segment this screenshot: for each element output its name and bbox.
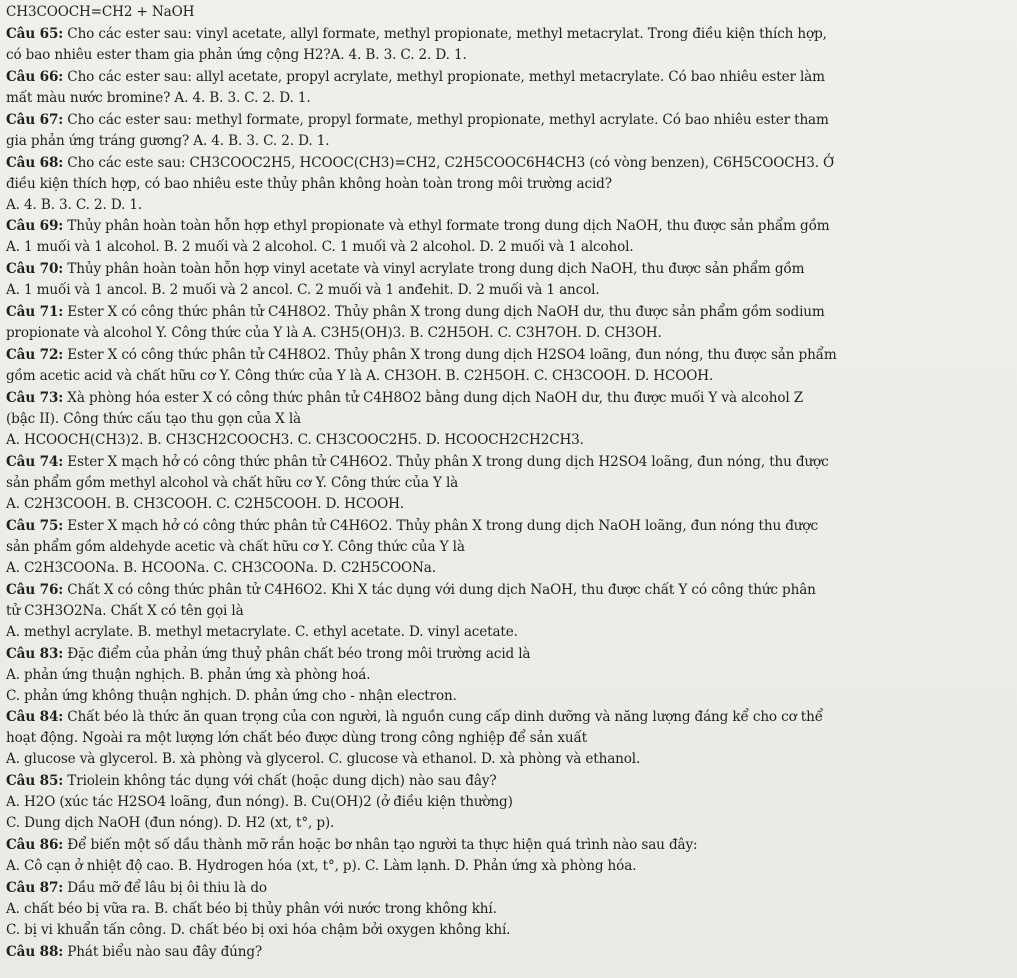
line-text: A. H2O (xúc tác H2SO4 loãng, đun nóng). B. Cu(OH)2 (ở điều kiện thường) (6, 794, 513, 811)
line-text: Thủy phân hoàn toàn hỗn hợp ethyl propionate và ethyl formate trong dung dịch NaOH, thu được sản phẩm gồm (63, 218, 830, 235)
line-text: Phát biểu nào sau đây đúng? (63, 944, 263, 961)
text-line (6, 216, 1009, 237)
text-line (6, 665, 1009, 686)
line-text: sản phẩm gồm methyl alcohol và chất hữu cơ Y. Công thức của Y là (6, 474, 459, 491)
text-line (6, 174, 1009, 195)
line-text: CH3COOCH=CH2 + NaOH (6, 4, 195, 20)
line-text: hoạt động. Ngoài ra một lượng lớn chất béo được dùng trong công nghiệp để sản xuất (6, 730, 587, 747)
text-line (6, 302, 1009, 323)
line-text: A. HCOOCH(CH3)2. B. CH3CH2COOCH3. C. CH3COOC2H5. D. HCOOCH2CH2CH3. (6, 432, 584, 449)
text-line (6, 792, 1009, 813)
text-line (6, 88, 1009, 109)
question-label: Câu 87: (6, 880, 64, 897)
line-text: C. Dung dịch NaOH (đun nóng). D. H2 (xt, t°, p). (6, 815, 335, 832)
text-line (6, 813, 1009, 834)
text-line (6, 942, 1009, 963)
text-line (6, 537, 1009, 558)
line-text: gồm acetic acid và chất hữu cơ Y. Công thức của Y là A. CH3OH. B. C2H5OH. C. CH3COOH. D. HCOOH. (6, 368, 714, 385)
question-label: Câu 76: (6, 581, 64, 598)
text-line (6, 323, 1009, 344)
question-label: Câu 85: (6, 773, 64, 790)
text-line (6, 707, 1009, 728)
line-text: tử C3H3O2Na. Chất X có tên gọi là (6, 602, 244, 619)
question-label: Câu 72: (6, 347, 64, 364)
question-label: Câu 84: (6, 709, 64, 726)
line-text: A. Cô cạn ở nhiệt độ cao. B. Hydrogen hóa (xt, t°, p). C. Làm lạnh. D. Phản ứng xà phòng hóa. (6, 858, 637, 875)
text-line (6, 749, 1009, 770)
text-line (6, 771, 1009, 792)
line-text: propionate và alcohol Y. Công thức của Y là A. C3H5(OH)3. B. C2H5OH. C. C3H7OH. D. CH3OH. (6, 325, 662, 342)
question-label: Câu 70: (6, 261, 64, 278)
line-text: sản phẩm gồm aldehyde acetic và chất hữu cơ Y. Công thức của Y là (6, 538, 465, 555)
text-line (6, 280, 1009, 301)
text-line (6, 601, 1009, 622)
text-line (6, 430, 1009, 451)
line-text: Cho các ester sau: allyl acetate, propyl acrylate, methyl propionate, methyl metacrylate. Có bao nhiêu ester làm (63, 68, 825, 85)
question-label: Câu 75: (6, 517, 64, 534)
text-line (6, 558, 1009, 579)
line-text: Chất béo là thức ăn quan trọng của con người, là nguồn cung cấp dinh dưỡng và năng lượng đáng kể cho cơ thể (63, 709, 823, 726)
line-text: C. bị vi khuẩn tấn công. D. chất béo bị oxi hóa chậm bởi oxygen không khí. (6, 922, 511, 939)
line-text: A. 1 muối và 1 ancol. B. 2 muối và 2 ancol. C. 2 muối và 1 anđehit. D. 2 muối và 1 ancol. (6, 282, 600, 299)
text-line (6, 24, 1009, 45)
line-text: gia phản ứng tráng gương? A. 4. B. 3. C. 2. D. 1. (6, 132, 330, 149)
line-text: A. 1 muối và 1 alcohol. B. 2 muối và 2 alcohol. C. 1 muối và 2 alcohol. D. 2 muối và 1 alcohol. (6, 239, 634, 256)
text-line (6, 388, 1009, 409)
text-line (6, 345, 1009, 366)
line-text: có bao nhiêu ester tham gia phản ứng cộng H2?A. 4. B. 3. C. 2. D. 1. (6, 46, 467, 63)
line-text: Dầu mỡ để lâu bị ôi thiu là do (63, 880, 267, 897)
line-text: C. phản ứng không thuận nghịch. D. phản ứng cho - nhận electron. (6, 687, 457, 704)
text-line (6, 835, 1009, 856)
line-text: Ester X mạch hở có công thức phân tử C4H6O2. Thủy phân X trong dung dịch NaOH loãng, đun nóng thu được (63, 517, 818, 534)
text-line (6, 920, 1009, 941)
line-text: Ester X có công thức phân tử C4H8O2. Thủy phân X trong dung dịch H2SO4 loãng, đun nóng, thu được sản phẩm (63, 347, 837, 364)
line-text: (bậc II). Công thức cấu tạo thu gọn của X là (6, 411, 301, 428)
text-line (6, 473, 1009, 494)
text-line (6, 878, 1009, 899)
text-line (6, 366, 1009, 387)
line-text: A. 4. B. 3. C. 2. D. 1. (6, 196, 143, 213)
question-label: Câu 73: (6, 390, 64, 407)
text-line (6, 580, 1009, 601)
line-text: Ester X có công thức phân tử C4H8O2. Thủy phân X trong dung dịch NaOH dư, thu được sản phẩm gồm sodium (63, 304, 825, 321)
text-line (6, 237, 1009, 258)
question-label: Câu 69: (6, 218, 64, 235)
line-text: A. C2H3COOH. B. CH3COOH. C. C2H5COOH. D. HCOOH. (6, 495, 404, 512)
text-line (6, 195, 1009, 216)
line-text: A. glucose và glycerol. B. xà phòng và glycerol. C. glucose và ethanol. D. xà phòng và ethanol. (6, 751, 641, 768)
line-text: mất màu nước bromine? A. 4. B. 3. C. 2. D. 1. (6, 89, 311, 106)
text-line (6, 131, 1009, 152)
text-line (6, 67, 1009, 88)
question-label: Câu 83: (6, 645, 64, 662)
line-text: Ester X mạch hở có công thức phân tử C4H6O2. Thủy phân X trong dung dịch H2SO4 loãng, đun nóng, thu được (63, 453, 829, 470)
text-line (6, 110, 1009, 131)
question-label: Câu 65: (6, 25, 64, 42)
text-line (6, 259, 1009, 280)
text-line (6, 622, 1009, 643)
line-text: A. phản ứng thuận nghịch. B. phản ứng xà phòng hoá. (6, 666, 371, 683)
text-line (6, 452, 1009, 473)
line-text: Triolein không tác dụng với chất (hoặc dung dịch) nào sau đây? (63, 773, 497, 790)
line-text: Xà phòng hóa ester X có công thức phân tử C4H8O2 bằng dung dịch NaOH dư, thu được muối Y và alcohol Z (63, 390, 804, 407)
text-line (6, 153, 1009, 174)
text-line (6, 494, 1009, 515)
line-text: Cho các ester sau: methyl formate, propyl formate, methyl propionate, methyl acrylate. Có bao nhiêu ester tham (63, 111, 829, 128)
line-text: điều kiện thích hợp, có bao nhiêu este thủy phân không hoàn toàn trong môi trường acid? (6, 175, 612, 192)
question-label: Câu 88: (6, 944, 64, 961)
line-text: Chất X có công thức phân tử C4H6O2. Khi X tác dụng với dung dịch NaOH, thu được chất Y có công thức phân (63, 581, 816, 598)
question-label: Câu 74: (6, 453, 64, 470)
line-text: Cho các este sau: CH3COOC2H5, HCOOC(CH3)=CH2, C2H5COOC6H4CH3 (có vòng benzen), C6H5COOCH3. Ở (63, 154, 835, 171)
text-line (6, 409, 1009, 430)
line-text: Thủy phân hoàn toàn hỗn hợp vinyl acetate và vinyl acrylate trong dung dịch NaOH, thu được sản phẩm gồm (63, 261, 805, 278)
question-label: Câu 86: (6, 837, 64, 854)
line-text: A. C2H3COONa. B. HCOONa. C. CH3COONa. D. C2H5COONa. (6, 559, 436, 576)
line-text: A. methyl acrylate. B. methyl metacrylate. C. ethyl acetate. D. vinyl acetate. (6, 623, 518, 640)
text-line (6, 899, 1009, 920)
question-label: Câu 71: (6, 304, 64, 321)
text-line (6, 2, 1009, 23)
text-line (6, 644, 1009, 665)
text-line (6, 728, 1009, 749)
line-text: Để biến một số dầu thành mỡ rắn hoặc bơ nhân tạo người ta thực hiện quá trình nào sau đây: (63, 837, 698, 854)
text-line (6, 45, 1009, 66)
question-list (6, 2, 1009, 963)
text-line (6, 516, 1009, 537)
line-text: Cho các ester sau: vinyl acetate, allyl formate, methyl propionate, methyl metacrylat. Trong điều kiện thích hợp, (63, 25, 827, 42)
text-line (6, 686, 1009, 707)
text-line (6, 856, 1009, 877)
line-text: Đặc điểm của phản ứng thuỷ phân chất béo trong môi trường acid là (63, 645, 531, 662)
question-label: Câu 68: (6, 154, 64, 171)
question-label: Câu 67: (6, 111, 64, 128)
question-label: Câu 66: (6, 68, 64, 85)
line-text: A. chất béo bị vữa ra. B. chất béo bị thủy phân với nước trong không khí. (6, 901, 497, 918)
